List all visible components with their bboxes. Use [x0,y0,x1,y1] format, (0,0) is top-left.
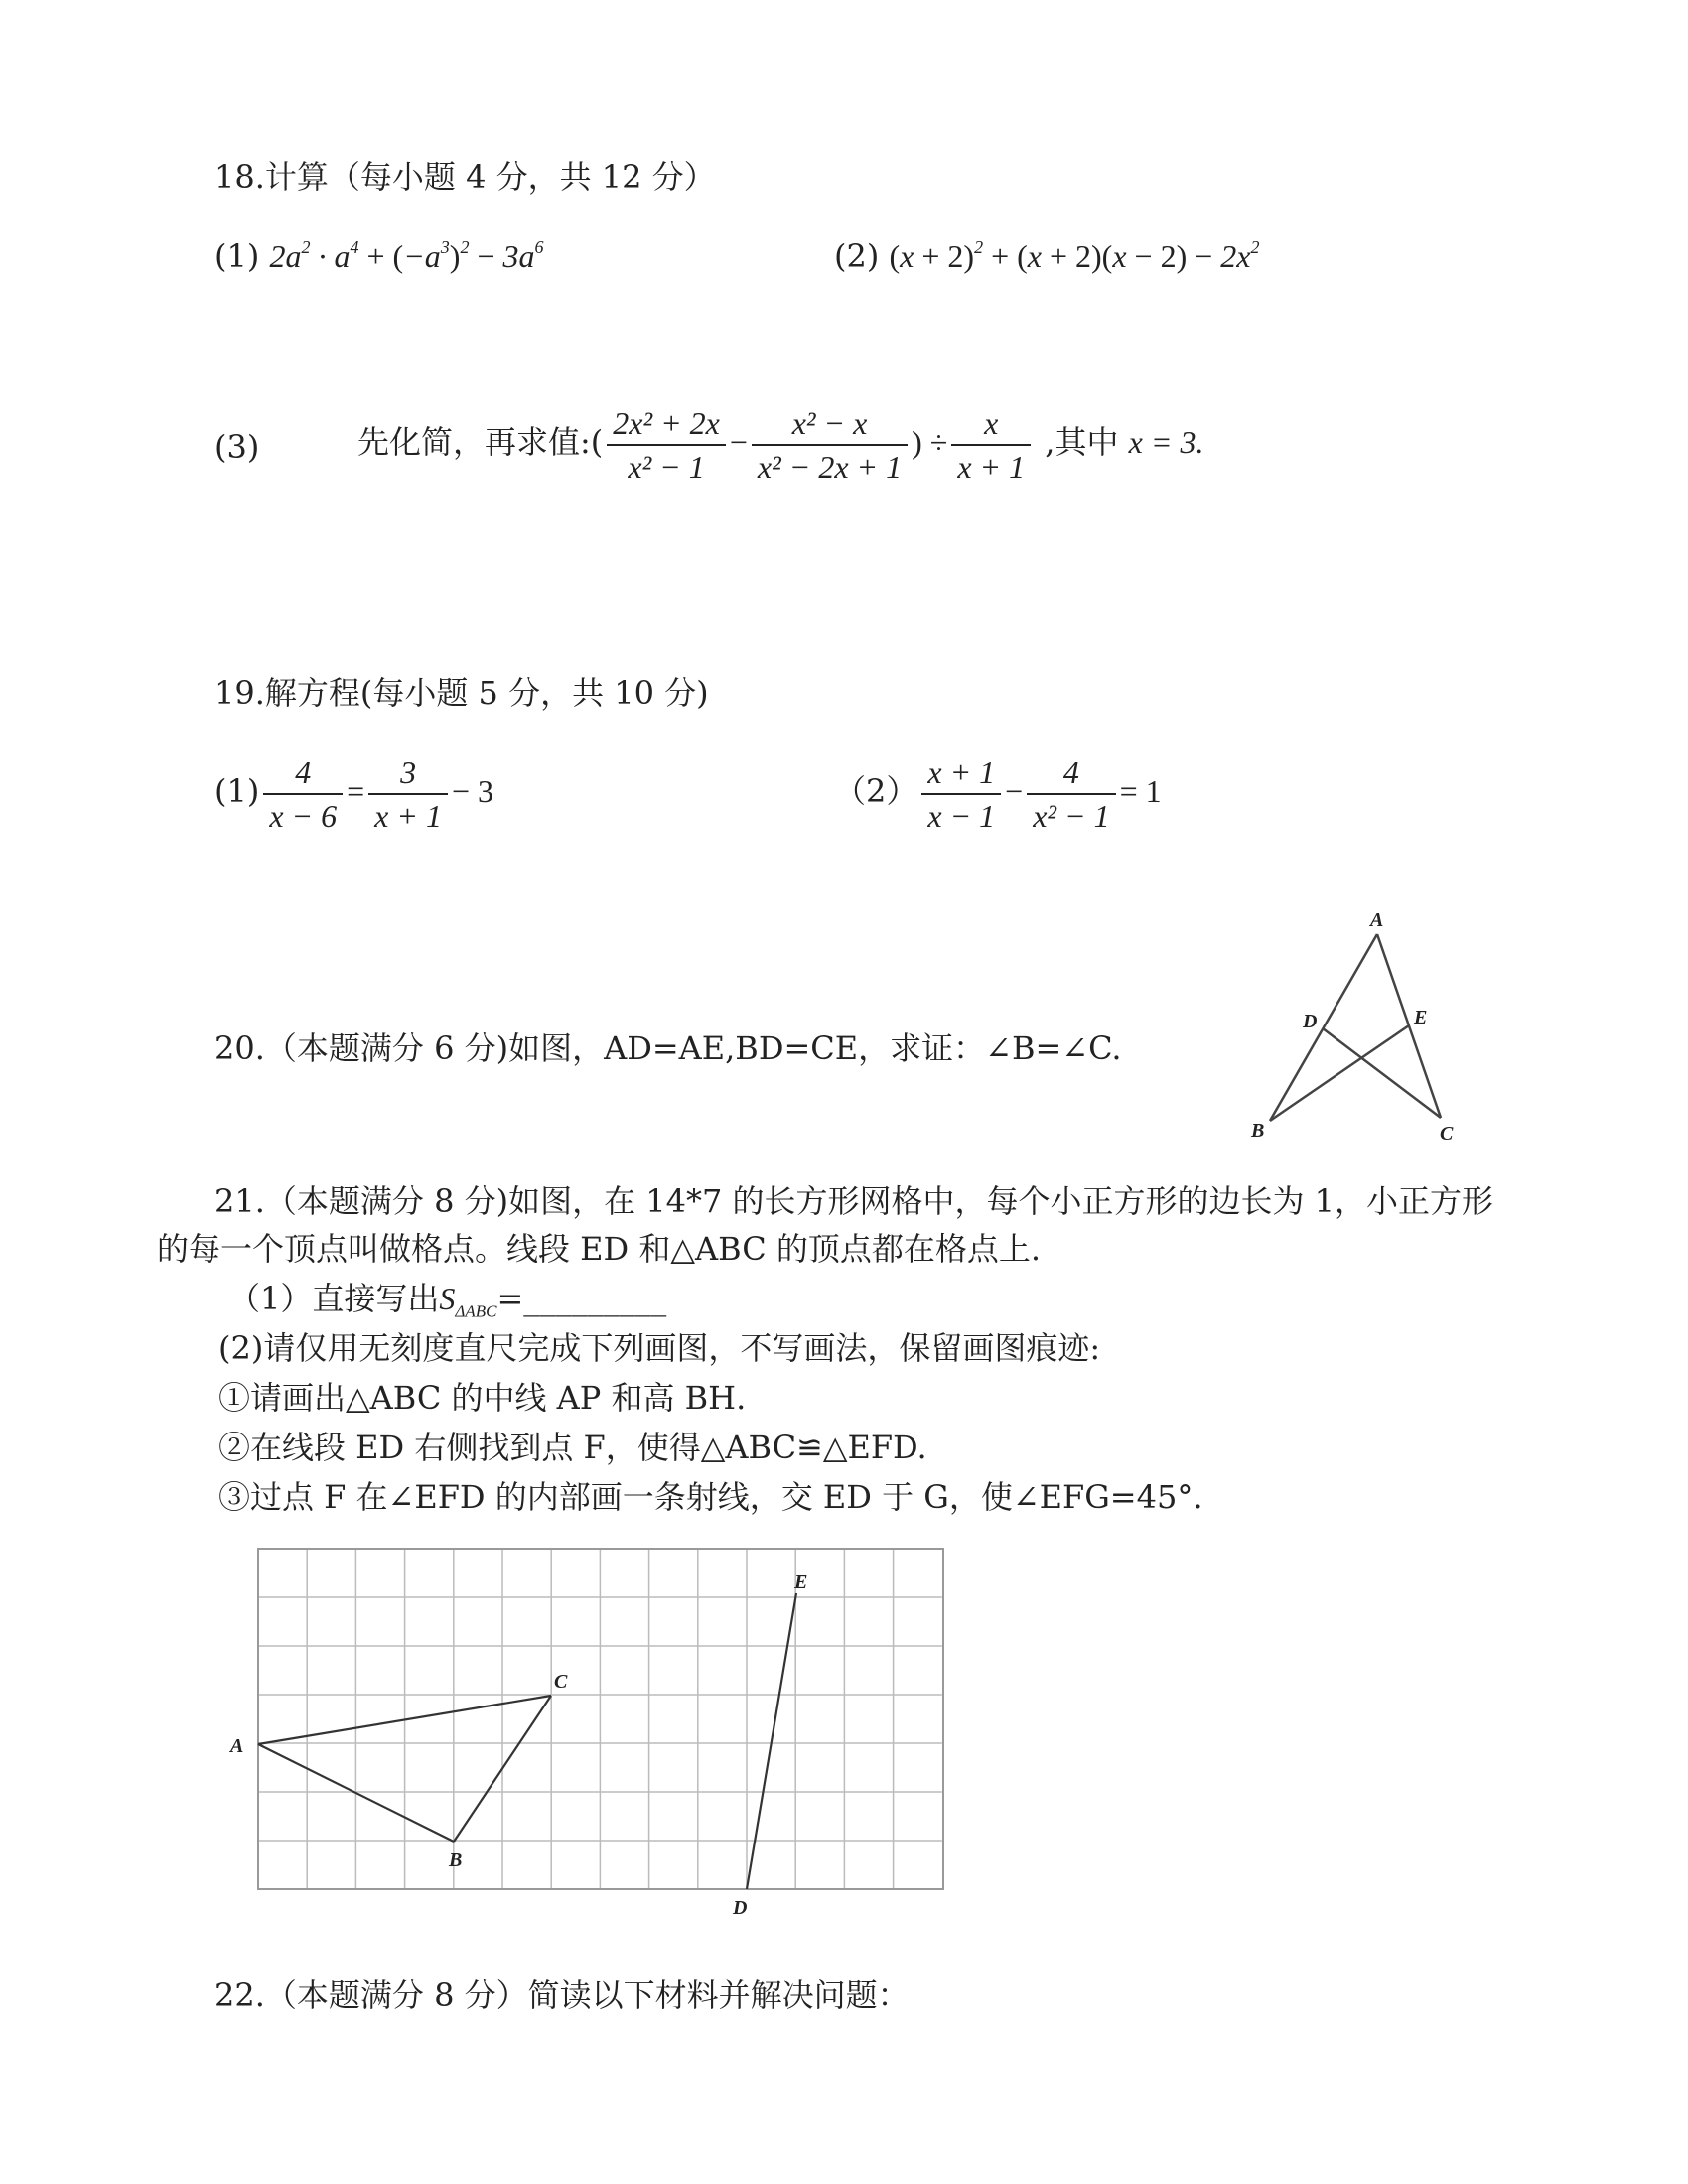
q19-part2-label: （2） [834,772,918,810]
q18-part2 [834,236,1259,276]
q19-part2-frac1 [921,751,1001,837]
q18-part1-expression: $2a^2 \cdot a^4 + (-a^3)^2 - 3a^6$ [269,237,544,274]
line-AB [1270,934,1377,1121]
frac-denominator: x − 6 [269,797,338,834]
q20-text: 20.（本题满分 6 分)如图，AD=AE,BD=CE，求证：∠B=∠C. [214,1029,1122,1067]
grid-label-B: B [449,1849,463,1871]
q18-part3-frac2 [752,402,908,487]
minus-sign: − [729,424,748,460]
label-C: C [1440,1123,1454,1145]
label-A: A [1370,909,1384,931]
q19-heading: 19.解方程(每小题 5 分，共 10 分) [214,674,709,712]
q19-part1-tail: − 3 [451,773,494,809]
q21-part1 [228,1279,666,1331]
frac-numerator: x² − x [752,402,908,446]
q18-part3 [357,397,1203,487]
divide-sign: ) ÷ [912,424,948,460]
q18-part3-frac1 [607,402,726,487]
q19-part2-frac2 [1027,751,1115,837]
label-D: D [1303,1011,1318,1032]
frac-denominator: x − 1 [927,797,996,834]
answer-blank: =_________ [496,1280,667,1317]
q18-part3-text-a: 先化简，再求值:( [357,423,604,461]
q19-part1-label: (1) [214,772,260,810]
frac-numerator: 4 [1027,751,1115,795]
minus-sign: − [1005,773,1024,809]
q18-part1-label: (1) [214,237,260,275]
q19-part1-frac2 [368,751,448,837]
q18-part1 [214,236,544,276]
q21-grid-figure [218,1529,973,1926]
q21-line1: 21.（本题满分 8 分)如图，在 14*7 的长方形网格中，每个小正方形的边长为 1，小正方形 [214,1182,1494,1220]
q22-text: 22.（本题满分 8 分）简读以下材料并解决问题： [214,1977,910,2014]
frac-numerator: x [951,402,1031,446]
q19-part1-frac1 [263,751,343,837]
q18-heading: 18.计算（每小题 4 分，共 12 分） [214,158,716,196]
frac-denominator: x + 1 [957,448,1026,484]
q19-part2-tail: = 1 [1119,773,1162,809]
q18-part3-label: (3) [214,428,260,466]
label-E: E [1414,1007,1428,1028]
grid-label-C: C [554,1671,568,1693]
q18-part2-label: (2) [834,237,880,275]
label-B: B [1251,1120,1265,1142]
q21-item2: ②在线段 ED 右侧找到点 F，使得△ABC≌△EFD. [218,1429,927,1466]
frac-denominator: x + 1 [374,797,442,834]
frac-numerator: 3 [368,751,448,795]
q21-part1-prefix: （1）直接写出 [228,1280,440,1317]
frac-denominator: x² − 2x + 1 [757,448,903,484]
grid-label-D: D [733,1897,748,1919]
q21-item1: ①请画出△ABC 的中线 AP 和高 BH. [218,1379,747,1417]
frac-denominator: x² − 1 [1033,797,1110,834]
frac-numerator: x + 1 [921,751,1001,795]
q18-part2-expression: $(x + 2)^2 + (x + 2)(x - 2) - 2x^2$ [889,237,1260,274]
grid-lines [258,1549,942,1889]
q21-item3: ③过点 F 在∠EFD 的内部画一条射线，交 ED 于 G，使∠EFG=45°. [218,1478,1203,1516]
area-symbol: S [439,1281,456,1316]
segment-ED [747,1593,796,1889]
q18-part3-condition: x = 3. [1128,424,1204,460]
grid-label-E: E [794,1571,808,1593]
q18-part3-text-b: ,其中 [1045,423,1119,461]
q21-line2: 的每一个顶点叫做格点。线段 ED 和△ABC 的顶点都在格点上. [157,1230,1042,1268]
q19-part2 [834,747,1162,837]
frac-numerator: 4 [263,751,343,795]
grid-label-A: A [230,1735,244,1757]
q18-part3-frac3 [951,402,1031,487]
q19-part1 [214,747,493,837]
q21-part2: (2)请仅用无刻度直尺完成下列画图，不写画法，保留画图痕迹: [218,1329,1101,1367]
frac-denominator: x² − 1 [628,448,705,484]
area-subscript: ΔABC [455,1301,497,1321]
frac-numerator: 2x² + 2x [607,402,726,446]
equals-sign: = [347,773,365,809]
q20-triangle-figure [1231,898,1470,1147]
